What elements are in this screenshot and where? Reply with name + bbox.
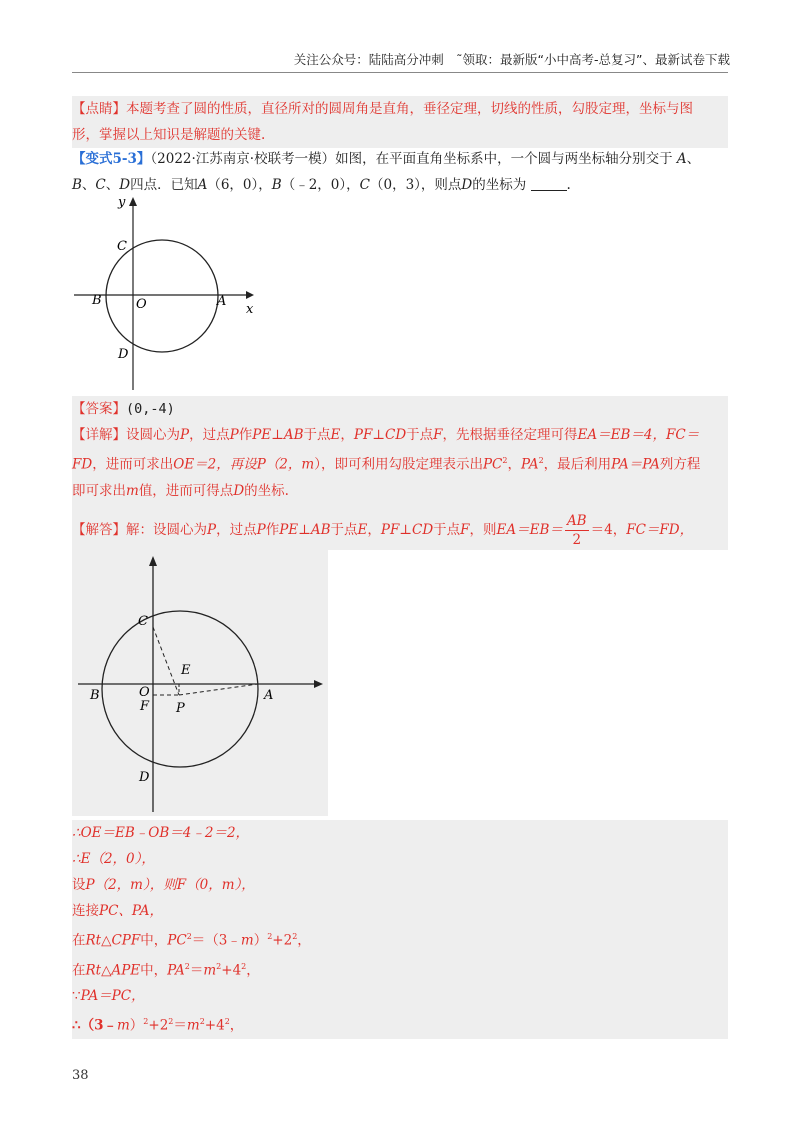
d-l2d: P（2， [256, 456, 302, 473]
d-pa: PA [520, 456, 539, 473]
y-axis-arrow [129, 197, 137, 206]
d-t1: 设圆心为 [126, 427, 180, 443]
f2-label-d: D [139, 770, 150, 785]
step-8d: +2 [148, 1017, 169, 1034]
answer-blank [531, 176, 567, 191]
sep: 、 [686, 151, 701, 167]
step-6c: 中， [140, 962, 168, 978]
j-t6: 于点 [433, 521, 461, 538]
point-b: B [72, 177, 82, 193]
d-d: D [233, 482, 245, 499]
step-8g: +4 [204, 1017, 225, 1034]
step-8c: ） [129, 1017, 144, 1034]
step-5e: ＝（3﹣ [191, 932, 241, 949]
point-a-2: A [197, 177, 208, 193]
step-3b: P（2，m），则 [85, 877, 177, 893]
label-o: O [136, 297, 147, 312]
f2-label-b: B [90, 688, 100, 703]
step-6e: ＝ [189, 962, 204, 978]
d-p: P [180, 427, 190, 443]
d-pc: PC [482, 456, 503, 473]
problem-line2: 四点．已知 [130, 177, 198, 193]
step-6d: PA [167, 962, 185, 978]
step-5d: PC [167, 932, 187, 949]
step-6a: 在 [72, 962, 86, 978]
step-3c: F（0，m）， [176, 877, 255, 893]
d-comma: ， [507, 456, 521, 473]
page-header: 关注公众号：陆陆高分冲刺 ˜领取：最新版“小中高考-总复习”、最新试卷下载 [293, 52, 730, 67]
answer-tag: 【答案】 [72, 401, 126, 417]
point-c-2: C [359, 177, 370, 193]
d-l2f: ，最后利用 [543, 456, 612, 473]
j-t2: ，过点 [216, 521, 257, 538]
frac-num: AB [566, 512, 587, 529]
j-eq: EA＝EB＝ [496, 521, 563, 538]
d-e: E [330, 427, 341, 443]
sq: 2 [199, 1017, 205, 1026]
answer-block: 【答案】(0,-4) 【详解】设圆心为P，过点P作PE⊥AB于点E，PF⊥CD于点F，先根据垂径定理可得EA＝EB＝4，FC＝ FD，进而可求出OE＝2，再设P（2，m），即可利用勾股定理表示出$PC^2$，$PA^2$，最后利用PA＝PA列方程 即可求出m值，进而可得点D的坐标. 【解答】解：设圆心为P，过点P作PE⊥AB于点E，PF⊥CD于点F，则EA＝EB＝ $\frac{AB}{2}$ ＝4，FC＝FD， [72, 396, 728, 550]
problem-line1: 如图，在平面直角坐标系中，一个圆与两坐标轴分别交于 [335, 151, 673, 167]
sq: 2 [292, 932, 298, 941]
step-6f: m [203, 962, 217, 978]
page-number: 38 [72, 1068, 89, 1083]
j-t3: 作 [265, 521, 280, 538]
sq: 2 [241, 961, 247, 971]
j-f: F [460, 521, 470, 538]
f2-label-c: C [138, 614, 148, 629]
f2-label-a: A [264, 688, 274, 703]
point-a: A [676, 151, 687, 167]
d-m: m [301, 456, 315, 473]
j-t5: ， [367, 521, 381, 538]
dianjing-line1: 本题考查了圆的性质，直径所对的圆周角是直角，垂径定理，切线的性质，勾股定理，坐标与图 [126, 101, 693, 117]
circle [106, 240, 218, 352]
d-t4: 于点 [303, 427, 331, 443]
j-p2: P [256, 521, 266, 538]
f2-label-p: P [176, 701, 185, 716]
point-d: D [119, 177, 131, 193]
j-t4: 于点 [330, 521, 358, 538]
sq: 2 [186, 932, 192, 941]
d-l3b: 值，进而可得点 [138, 482, 234, 499]
sq: 2 [168, 1017, 174, 1026]
d-l3c: 的坐标. [244, 482, 289, 499]
d-l2e: ），即可利用勾股定理表示出 [314, 456, 483, 473]
step-5i: ， [297, 932, 311, 949]
step-1: ∴OE＝EB﹣OB＝4﹣2＝2， [72, 825, 250, 841]
step-5b: Rt△CPF [85, 932, 141, 949]
step-4b: PC、PA， [99, 903, 164, 919]
d-l2g: PA＝PA [611, 456, 660, 473]
step-4a: 连接 [72, 903, 99, 919]
header-rule [72, 72, 728, 73]
step-8f: m [186, 1017, 200, 1034]
period: . [566, 177, 571, 193]
label-a: A [217, 294, 227, 309]
d-l2b: ，进而可求出 [92, 456, 174, 473]
sq: 2 [184, 961, 190, 971]
step-3a: 设 [72, 877, 86, 893]
detail-tag: 【详解】 [72, 427, 126, 443]
d-l2h: 列方程 [659, 456, 701, 473]
d-p2: P [229, 427, 239, 443]
sq: 2 [224, 1017, 230, 1026]
step-8a: ∴（3﹣ [72, 1017, 117, 1034]
step-6b: Rt△APE [85, 962, 141, 978]
step-6h: ， [246, 962, 260, 978]
d-eq1: EA＝EB＝4， [577, 427, 667, 443]
problem-tag: 【变式5-3】 [72, 151, 151, 167]
coord-c: （0，3），则点 [369, 177, 462, 193]
j-e: E [357, 521, 368, 538]
step-6g: +4 [221, 962, 242, 978]
j-p: P [207, 521, 217, 538]
steps-block [72, 820, 728, 1039]
figure-2 [72, 550, 328, 816]
d-t7: ，先根据垂径定理可得 [442, 427, 578, 443]
sep: 、 [105, 177, 120, 193]
label-x: x [246, 302, 254, 317]
d-t3: 作 [238, 427, 253, 443]
d-m2: m [126, 482, 139, 499]
label-c: C [117, 239, 127, 254]
answer-value: (0,-4) [126, 401, 175, 417]
step-5f: m [240, 932, 254, 949]
j-pe-ab: PE⊥AB [279, 521, 331, 538]
figure-2-bg [72, 550, 328, 816]
step-7a: ∵ [72, 988, 81, 1004]
step-7b: PA＝PC， [80, 988, 145, 1004]
d-pf-cd: PF⊥CD [353, 427, 407, 443]
d-t2: ，过点 [189, 427, 230, 443]
figure-1 [70, 192, 270, 392]
step-5h: +2 [272, 932, 293, 949]
jieda-tag: 【解答】 [72, 521, 126, 538]
f2-label-e: E [181, 663, 191, 678]
frac-den: 2 [572, 531, 582, 548]
sq: 2 [267, 932, 273, 941]
sq: 2 [216, 961, 222, 971]
problem-source: （2022·江苏南京·校联考一模） [150, 151, 336, 167]
dianjing-tag: 【点睛】 [72, 101, 126, 117]
sep: 、 [81, 177, 96, 193]
d-f: F [433, 427, 443, 443]
point-b-2: B [271, 177, 282, 193]
d-t5: ， [340, 427, 354, 443]
step-2: ∴E（2，0）， [72, 851, 155, 867]
j-t1: 解：设圆心为 [126, 521, 207, 538]
problem-ask: 的坐标为 [472, 177, 527, 193]
label-b: B [92, 293, 102, 308]
label-d: D [118, 347, 129, 362]
step-5a: 在 [72, 932, 86, 949]
sq: 2 [143, 1017, 149, 1026]
step-5c: 中， [140, 932, 168, 949]
point-c: C [95, 177, 106, 193]
d-pe-ab: PE⊥AB [252, 427, 304, 443]
label-y: y [118, 195, 126, 210]
point-d-2: D [461, 177, 473, 193]
dianjing-line2: 形，掌握以上知识是解题的关键. [72, 127, 266, 143]
j-pf-cd: PF⊥CD [380, 521, 434, 538]
d-eq2: FC＝ [666, 427, 700, 443]
j-eq-end: ＝4， [590, 521, 627, 538]
j-fc: FC＝FD， [626, 521, 694, 538]
coord-b: （﹣2，0）， [281, 177, 360, 193]
j-t7: ，则 [469, 521, 497, 538]
d-l2a: FD [72, 456, 93, 473]
f2-label-o: O [139, 685, 150, 700]
x-axis-arrow [246, 291, 254, 299]
d-l2c: OE＝2，再设 [173, 456, 257, 473]
d-t6: 于点 [406, 427, 434, 443]
step-8b: m [116, 1017, 130, 1034]
step-8e: ＝ [173, 1017, 187, 1034]
step-5g: ） [253, 932, 268, 949]
coord-a: （6，0）， [207, 177, 272, 193]
dianjing-block [72, 96, 728, 148]
problem-block [72, 146, 728, 198]
fraction [565, 512, 589, 549]
d-l3a: 即可求出 [72, 482, 126, 499]
f2-label-f: F [140, 699, 150, 714]
step-8h: ， [229, 1017, 244, 1034]
